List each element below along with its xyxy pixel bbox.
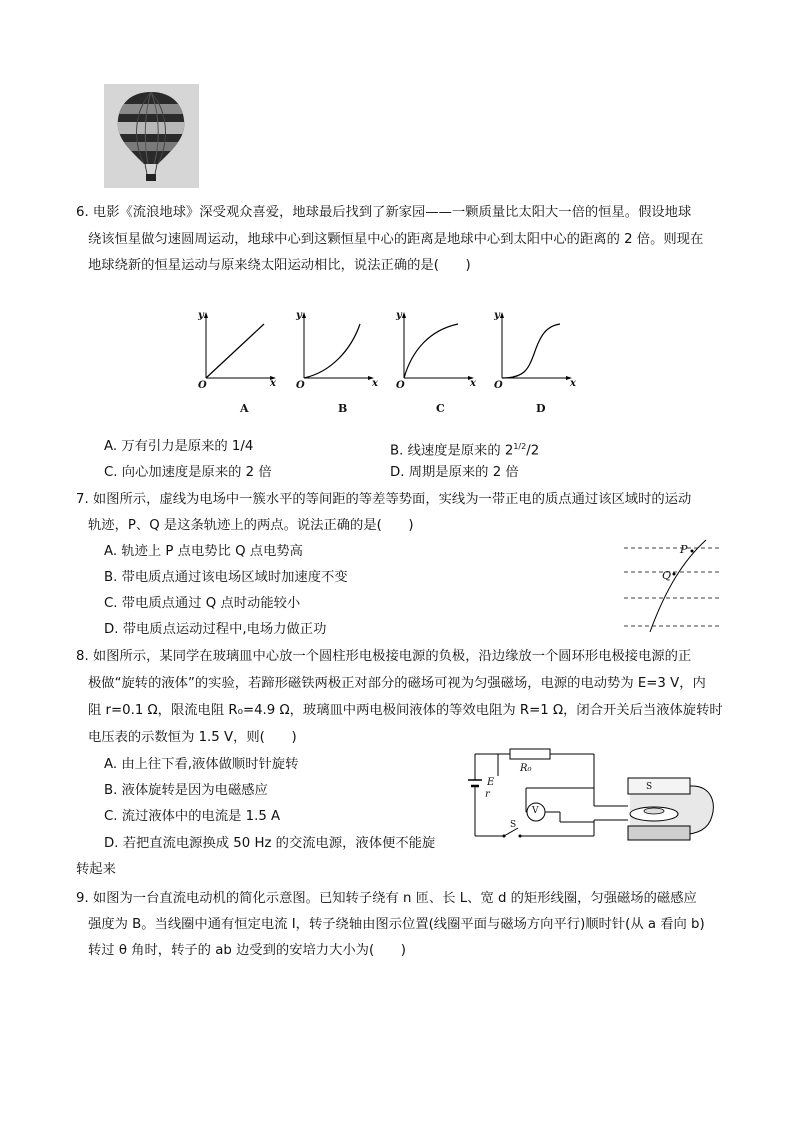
q8-internal-resistance-label: r xyxy=(485,789,490,800)
graph-a-label: A xyxy=(240,402,249,415)
q8-switch-label: S xyxy=(510,820,517,830)
q9-stem-line-3: 转过 θ 角时，转子的 ab 边受到的安培力大小为( ) xyxy=(88,943,406,958)
graph-c-label: C xyxy=(436,402,445,415)
graph-c-origin: O xyxy=(396,380,405,391)
q8-option-d[interactable]: D. 若把直流电源换成 50 Hz 的交流电源，液体便不能旋 xyxy=(104,836,436,851)
q7-stem-line-1: 7. 如图所示，虚线为电场中一簇水平的等间距的等差等势面，实线为一带正电的质点通过该区域时的运动 xyxy=(76,492,692,507)
graph-b-x-axis-label: x xyxy=(372,378,378,389)
q6-stem-line-3: 地球绕新的恒星运动与原来绕太阳运动相比，说法正确的是( ) xyxy=(88,258,471,273)
q8-stem-line-4: 电压表的示数恒为 1.5 V，则( ) xyxy=(88,730,297,745)
graph-d-s-curve xyxy=(494,310,574,385)
graph-d-x-axis-label: x xyxy=(570,378,576,389)
q8-stem-line-1: 8. 如图所示，某同学在玻璃皿中心放一个圆柱形电极接电源的负极，沿边缘放一个圆环形电极接电源的正 xyxy=(76,649,692,664)
q8-option-b[interactable]: B. 液体旋转是因为电磁感应 xyxy=(104,783,268,798)
q8-voltmeter-label: V xyxy=(532,806,539,816)
graph-a-linear xyxy=(198,310,278,385)
q8-option-c[interactable]: C. 流过液体中的电流是 1.5 A xyxy=(104,809,281,824)
graph-a-x-axis-label: x xyxy=(270,378,276,389)
q7-point-q-label: Q xyxy=(662,569,672,582)
q6-option-a[interactable]: A. 万有引力是原来的 1/4 xyxy=(104,439,254,454)
q8-option-a[interactable]: A. 由上往下看,液体做顺时针旋转 xyxy=(104,757,299,772)
q8-magnet-pole-label: S xyxy=(646,782,653,792)
graph-b-y-axis-label: y xyxy=(296,310,302,321)
graph-c-x-axis-label: x xyxy=(470,378,476,389)
q7-point-p-label: P xyxy=(680,543,688,556)
q6-option-b-tail: /2 xyxy=(526,443,540,459)
hot-air-balloon-photo xyxy=(104,84,199,188)
q6-stem-line-1: 6. 电影《流浪地球》深受观众喜爱，地球最后找到了新家园——一颗质量比太阳大一倍的恒星。假设地球 xyxy=(76,205,692,220)
graph-b-label: B xyxy=(338,402,348,415)
q6-option-b-exponent: 1/2 xyxy=(513,442,527,451)
q9-stem-line-1: 9. 如图为一台直流电动机的简化示意图。已知转子绕有 n 匝、长 L、宽 d 的矩形线圈，匀强磁场的磁感应 xyxy=(76,891,697,906)
graph-b-origin: O xyxy=(296,380,305,391)
q6-option-d[interactable]: D. 周期是原来的 2 倍 xyxy=(390,465,519,480)
graph-a-y-axis-label: y xyxy=(198,310,204,321)
graph-b-concave-up xyxy=(296,310,376,385)
q6-option-b[interactable] xyxy=(390,438,539,460)
graph-c-concave-down xyxy=(396,310,476,385)
q7-field-figure xyxy=(622,538,722,638)
q6-stem-line-2: 绕该恒星做匀速圆周运动，地球中心到这颗恒星中心的距离是地球中心到太阳中心的距离的 2 倍。则现在 xyxy=(88,232,704,247)
q7-option-b[interactable]: B. 带电质点通过该电场区域时加速度不变 xyxy=(104,570,348,585)
q8-emf-label: E xyxy=(487,777,495,788)
q7-option-d[interactable]: D. 带电质点运动过程中,电场力做正功 xyxy=(104,622,327,637)
q8-stem-line-3: 阻 r=0.1 Ω，限流电阻 R₀=4.9 Ω，玻璃皿中两电极间液体的等效电阻为 R=1 Ω，闭合开关后当液体旋转时 xyxy=(88,703,723,718)
q6-option-b-text: B. 线速度是原来的 2 xyxy=(390,443,514,459)
graph-d-origin: O xyxy=(494,380,503,391)
graph-c-y-axis-label: y xyxy=(396,310,402,321)
q7-option-a[interactable]: A. 轨迹上 P 点电势比 Q 点电势高 xyxy=(104,544,303,559)
q9-stem-line-2: 强度为 B。当线圈中通有恒定电流 I，转子绕轴由图示位置(线圈平面与磁场方向平行)顺时针(从 a 看向 b) xyxy=(88,917,705,932)
graph-a-origin: O xyxy=(198,380,207,391)
q8-option-d-continuation: 转起来 xyxy=(76,862,116,877)
balloon-illustration xyxy=(104,84,199,188)
q6-option-c[interactable]: C. 向心加速度是原来的 2 倍 xyxy=(104,465,272,480)
graph-d-label: D xyxy=(536,402,546,415)
q8-circuit-figure xyxy=(460,748,720,848)
q7-stem-line-2: 轨迹，P、Q 是这条轨迹上的两点。说法正确的是( ) xyxy=(88,518,414,533)
q8-stem-line-2: 极做“旋转的液体”的实验，若蹄形磁铁两极正对部分的磁场可视为匀强磁场，电源的电动势为 E=3 V，内 xyxy=(88,676,706,691)
q8-resistor-label: R₀ xyxy=(520,763,532,774)
q7-option-c[interactable]: C. 带电质点通过 Q 点时动能较小 xyxy=(104,596,301,611)
graph-d-y-axis-label: y xyxy=(494,310,500,321)
